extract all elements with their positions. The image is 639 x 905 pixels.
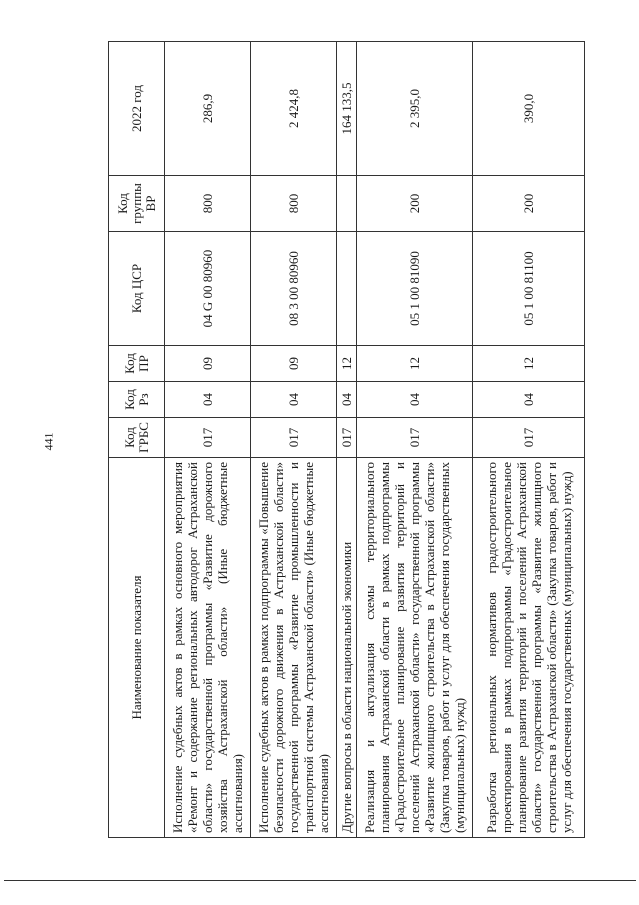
row-csr: 05 1 00 81100 xyxy=(473,232,585,346)
row-rz: 04 xyxy=(473,382,585,418)
row-csr xyxy=(337,232,357,346)
header-grbs: Код ГРБС xyxy=(109,418,165,458)
row-pr: 12 xyxy=(337,346,357,382)
row-csr: 04 G 00 80960 xyxy=(165,232,251,346)
page-bottom-divider xyxy=(4,880,636,881)
header-csr: Код ЦСР xyxy=(109,232,165,346)
row-csr: 05 1 00 81090 xyxy=(357,232,473,346)
row-name: Реализация и актуализация схемы территориального планирования Астраханской области в рамках подпрограммы «Градостроительное планирование развития территорий и поселений Астраханской области» государственной программы «Развитие жилищного строительства в Астраханской области» (Закупка товаров, работ и услуг для обеспечения государственных (муниципальных) нужд) xyxy=(357,458,473,838)
row-amount: 2 424,8 xyxy=(251,42,337,176)
header-vr: Код группы ВР xyxy=(109,176,165,232)
budget-table xyxy=(108,41,585,838)
row-name: Исполнение судебных актов в рамках основного мероприятия «Ремонт и содержание региональных автодорог Астраханской области» государственной программы «Развитие дорожного хозяйства Астраханской области» (Иные бюджетные ассигнования) xyxy=(165,458,251,838)
table-row xyxy=(473,42,585,838)
row-rz: 04 xyxy=(357,382,473,418)
row-name: Исполнение судебных актов в рамках подпрограммы «Повышение безопасности дорожного движения в Астраханской области» государственной программы «Развитие промышленности и транспортной системы Астраханской области» (Иные бюджетные ассигнования) xyxy=(251,458,337,838)
row-amount: 390,0 xyxy=(473,42,585,176)
row-name: Разработка региональных нормативов градостроительного проектирования в рамках подпрограммы «Градостроительное планирование развития территорий и поселений Астраханской области» государственной программы «Развитие жилищного строительства в Астраханской области» (Закупка товаров, работ и услуг для обеспечения государственных (муниципальных) нужд) xyxy=(473,458,585,838)
row-pr: 12 xyxy=(473,346,585,382)
header-name: Наименование показателя xyxy=(109,458,165,838)
row-vr: 800 xyxy=(165,176,251,232)
row-csr: 08 3 00 80960 xyxy=(251,232,337,346)
row-amount: 164 133,5 xyxy=(337,42,357,176)
header-pr: Код ПР xyxy=(109,346,165,382)
row-rz: 04 xyxy=(337,382,357,418)
table-header-row xyxy=(109,42,165,838)
row-vr xyxy=(337,176,357,232)
row-grbs: 017 xyxy=(251,418,337,458)
table-row xyxy=(337,42,357,838)
page-number: 441 xyxy=(41,432,56,451)
row-grbs: 017 xyxy=(337,418,357,458)
row-rz: 04 xyxy=(251,382,337,418)
row-rz: 04 xyxy=(165,382,251,418)
header-year: 2022 год xyxy=(109,42,165,176)
table-row xyxy=(357,42,473,838)
row-vr: 800 xyxy=(251,176,337,232)
row-amount: 2 395,0 xyxy=(357,42,473,176)
row-grbs: 017 xyxy=(165,418,251,458)
row-vr: 200 xyxy=(473,176,585,232)
row-pr: 09 xyxy=(251,346,337,382)
row-grbs: 017 xyxy=(357,418,473,458)
row-pr: 09 xyxy=(165,346,251,382)
budget-table-container xyxy=(108,42,584,838)
row-name: Другие вопросы в области национальной экономики xyxy=(337,458,357,838)
table-row xyxy=(251,42,337,838)
row-grbs: 017 xyxy=(473,418,585,458)
header-rz: Код Рз xyxy=(109,382,165,418)
row-vr: 200 xyxy=(357,176,473,232)
row-amount: 286,9 xyxy=(165,42,251,176)
row-pr: 12 xyxy=(357,346,473,382)
table-row xyxy=(165,42,251,838)
